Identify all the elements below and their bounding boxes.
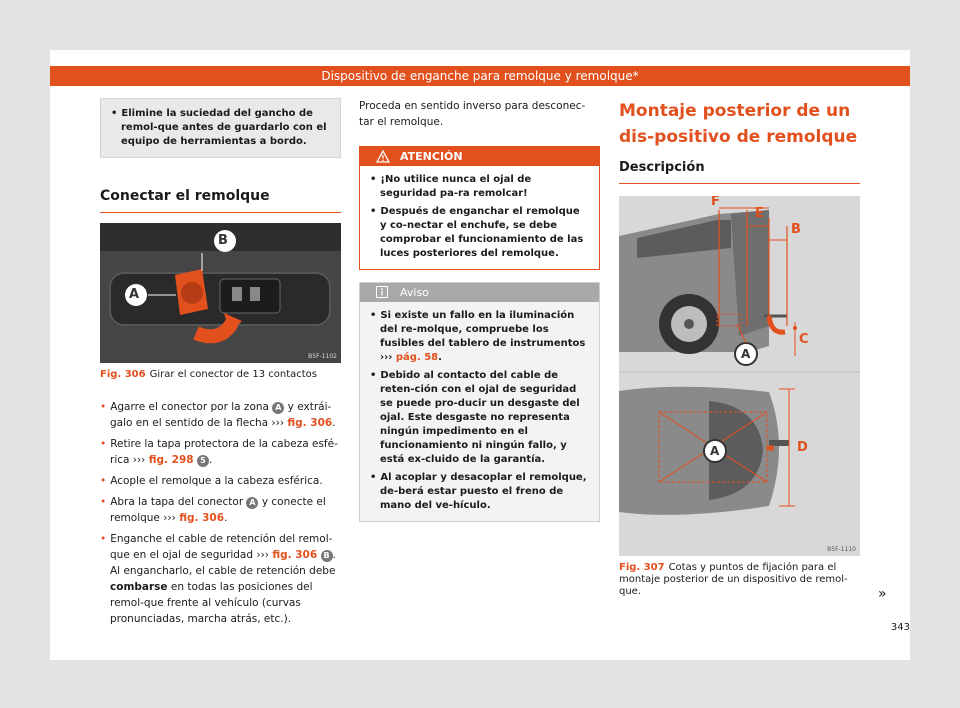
- callout-b: B: [791, 222, 801, 237]
- notice-header: [360, 283, 599, 302]
- section-heading: Conectar el remolque: [100, 188, 341, 213]
- notice-item: • Al acoplar y desacoplar el remolque, de-berá estar puesto el freno de mano del ve-hículo.: [370, 471, 589, 513]
- notice-title: Aviso: [400, 286, 429, 299]
- callout-b: B: [218, 233, 228, 248]
- step-text: Abra la tapa del conector: [110, 496, 244, 508]
- figure-code: B5F-1110: [827, 546, 856, 553]
- column-3: [619, 98, 860, 598]
- caption-label: Fig. 306: [100, 369, 146, 380]
- badge-b: B: [321, 550, 333, 562]
- continue-marker: »: [878, 586, 887, 602]
- steps-list: [100, 399, 341, 627]
- figure-307: [619, 196, 860, 556]
- step-5: [100, 531, 341, 627]
- badge-5: 5: [197, 455, 209, 467]
- figure-caption: [100, 369, 341, 381]
- step-text: Agarre el conector por la zona: [110, 401, 269, 413]
- subsection-heading: Descripción: [619, 160, 860, 184]
- figure-code: B5F-1102: [308, 353, 337, 360]
- notice-body: [360, 302, 599, 521]
- step-text: .: [224, 512, 228, 524]
- step-text: en todas las posiciones del remol-que frente al vehículo (curvas pronunciadas, marcha atrás, etc.).: [110, 581, 313, 625]
- callout-a: A: [741, 347, 751, 361]
- callout-a: A: [710, 444, 720, 458]
- step-text: .: [208, 454, 213, 466]
- note-item: • Elimine la suciedad del gancho de remol-que antes de guardarlo con el equipo de herramientas a bordo.: [111, 107, 330, 149]
- section-title: Montaje posterior de un dis-positivo de remolque: [619, 101, 858, 147]
- page-link[interactable]: pág. 58: [395, 352, 439, 363]
- warning-title: ATENCIÓN: [400, 150, 463, 163]
- callout-a: A: [129, 287, 140, 302]
- callout-d: D: [797, 440, 808, 455]
- step-2: [100, 436, 341, 468]
- note-box: [100, 98, 341, 158]
- notice-item: [370, 309, 589, 365]
- column-1: [100, 98, 341, 632]
- info-icon: [376, 286, 388, 298]
- fig-link[interactable]: fig. 306: [272, 549, 318, 561]
- fig-link[interactable]: fig. 306: [287, 417, 333, 429]
- caption-text: Girar el conector de 13 contactos: [149, 369, 318, 380]
- warning-item: • Después de enganchar el remolque y co-nectar el enchufe, se debe comprobar el funcionamiento de las luces posteriores del remolque.: [370, 205, 589, 261]
- notice-text: Si existe un fallo en la iluminación del re-molque, compruebe los fusibles del tablero de instrumentos ›››: [380, 310, 586, 363]
- step-text: Enganche el cable de retención del remol-que en el ojal de seguridad ›››: [110, 533, 333, 561]
- step-4: [100, 494, 341, 526]
- warning-header: [360, 147, 599, 166]
- step-text: . Al engancharlo, el cable de retención debe: [110, 549, 336, 577]
- step-text: .: [332, 417, 336, 429]
- callout-c: C: [799, 332, 809, 347]
- fig-link[interactable]: fig. 306: [179, 512, 225, 524]
- badge-a: A: [246, 497, 258, 509]
- page-number: 343: [890, 622, 910, 633]
- figure-306: [100, 223, 341, 363]
- badge-a: A: [272, 402, 284, 414]
- warning-icon: [376, 150, 390, 163]
- caption-label: Fig. 307: [619, 562, 665, 573]
- step-1: [100, 399, 341, 431]
- emphasis: combarse: [110, 581, 168, 593]
- column-2: [359, 98, 600, 522]
- warning-box: [359, 146, 600, 270]
- callout-f: F: [711, 196, 720, 209]
- fig-link[interactable]: fig. 298: [148, 454, 194, 466]
- chapter-header: Dispositivo de enganche para remolque y remolque*: [50, 66, 910, 86]
- caption-text: Cotas y puntos de fijación para el montaje posterior de un dispositivo de remol-que.: [619, 562, 848, 597]
- warning-item: • ¡No utilice nunca el ojal de seguridad pa-ra remolcar!: [370, 173, 589, 201]
- step-text: y conecte el remolque ›››: [110, 496, 326, 524]
- intro-paragraph: Proceda en sentido inverso para desconec-tar el remolque.: [359, 100, 586, 128]
- warning-body: [360, 166, 599, 269]
- callout-e: E: [755, 206, 764, 221]
- step-text: y extrái-galo en el sentido de la flecha ›››: [110, 401, 332, 429]
- step-3: • Acople el remolque a la cabeza esférica.: [100, 473, 341, 489]
- step-text: Retire la tapa protectora de la cabeza esfé-rica ›››: [110, 438, 338, 466]
- notice-text: .: [438, 352, 442, 363]
- rear-hitch-illustration: [619, 196, 860, 556]
- notice-item: • Debido al contacto del cable de reten-ción con el ojal de seguridad se puede pro-ducir un desgaste del ojal. Este desgaste no representa ningún impedimento en el funcionamiento ni ningún fallo, y está ex-cluido de la garantía.: [370, 369, 589, 467]
- figure-caption: [619, 562, 860, 598]
- notice-box: [359, 282, 600, 522]
